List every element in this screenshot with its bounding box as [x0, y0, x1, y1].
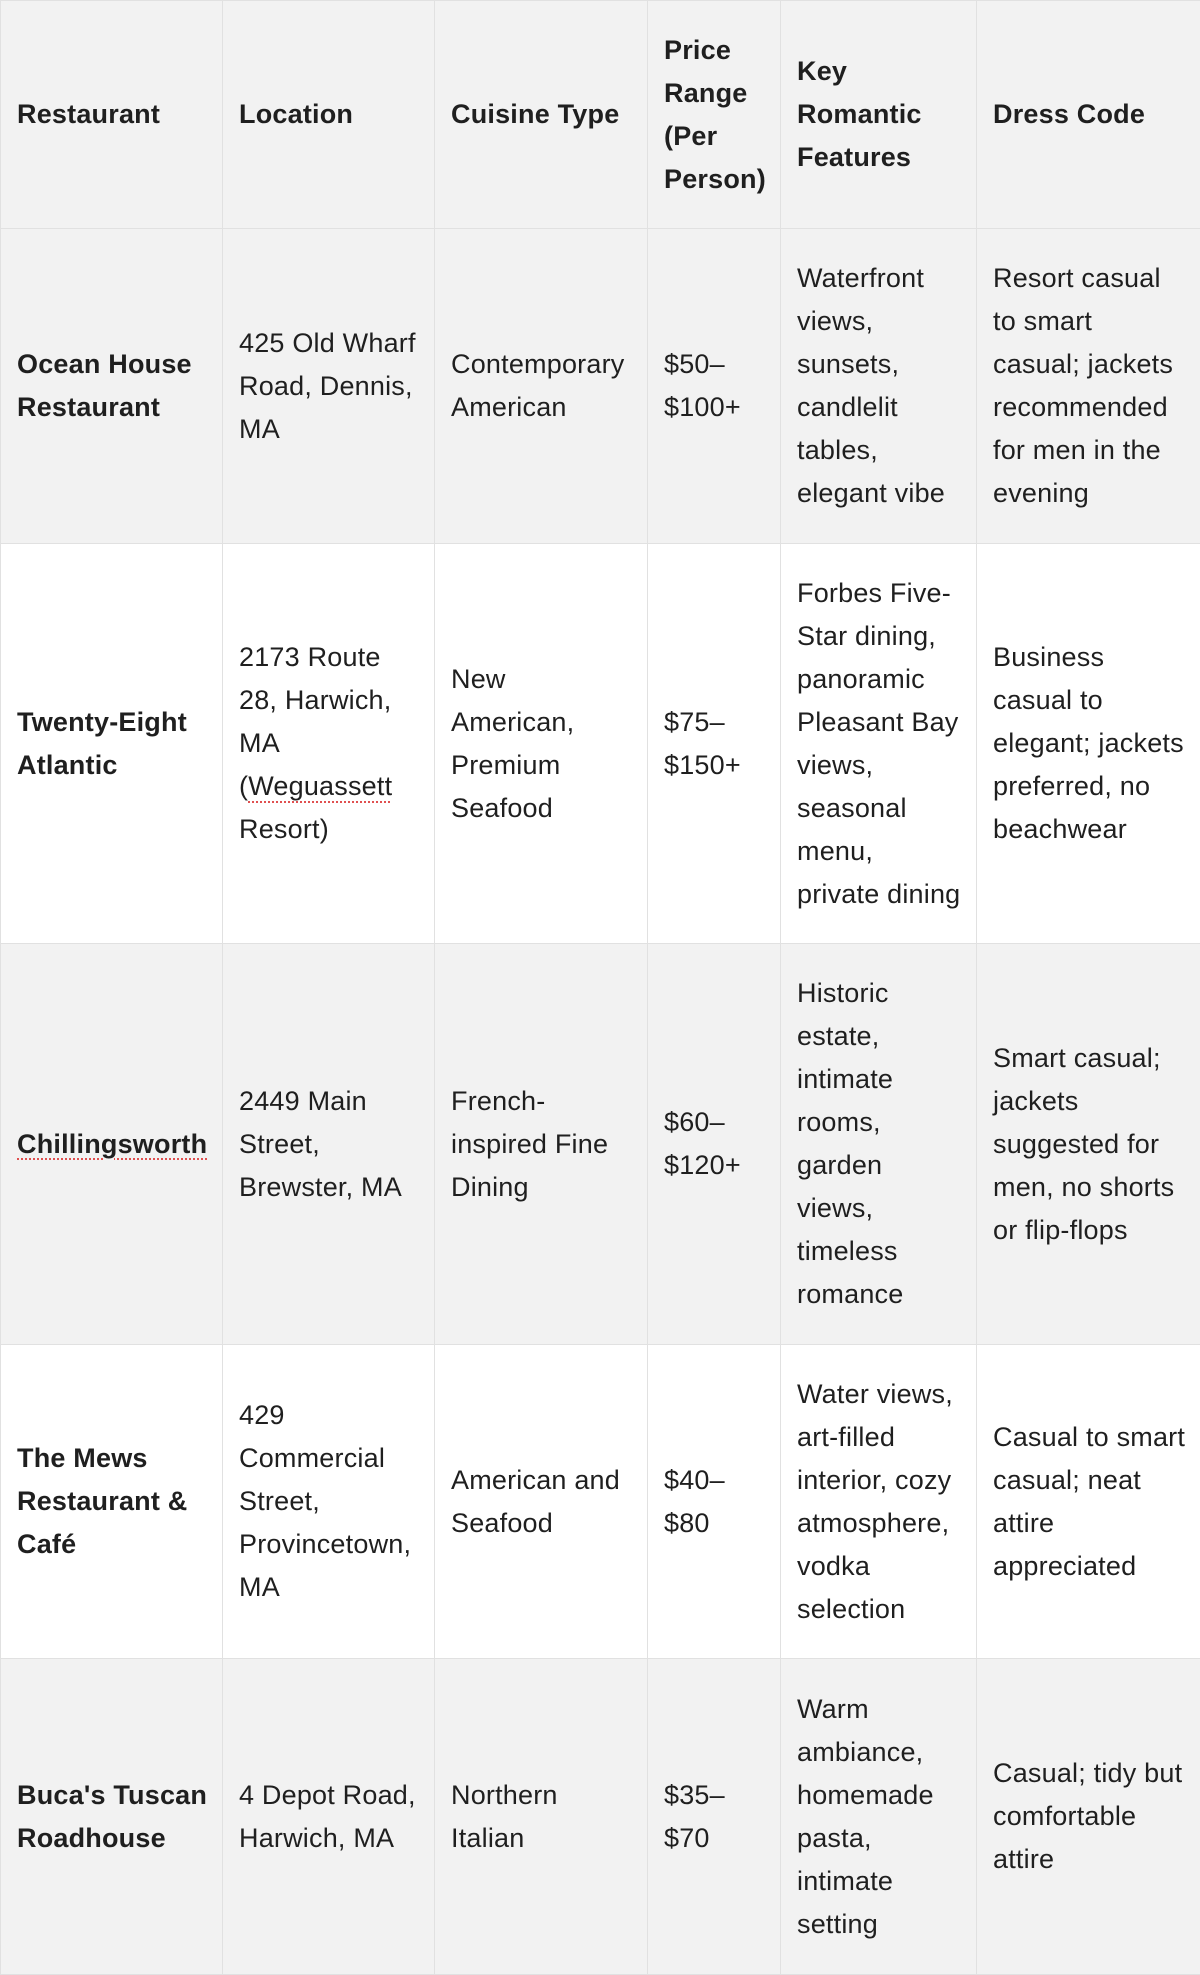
table-row	[1, 1659, 1200, 1975]
dress-code-cell: Smart casual; jackets suggested for men, no shorts or flip-flops	[977, 944, 1200, 1345]
price-cell: $60–$120+	[648, 944, 781, 1345]
location-cell: 425 Old Wharf Road, Dennis, MA	[223, 229, 435, 544]
dress-code-cell: Casual; tidy but comfortable attire	[977, 1659, 1200, 1975]
price-cell: $75–$150+	[648, 544, 781, 944]
features-cell: Warm ambiance, homemade pasta, intimate setting	[781, 1659, 977, 1975]
restaurant-name: Ocean House Restaurant	[1, 229, 223, 544]
header-restaurant: Restaurant	[1, 1, 223, 229]
dress-code-cell: Casual to smart casual; neat attire appreciated	[977, 1345, 1200, 1659]
location-cell: 4 Depot Road, Harwich, MA	[223, 1659, 435, 1975]
table-row	[1, 1345, 1200, 1659]
cuisine-cell: French-inspired Fine Dining	[435, 944, 648, 1345]
dress-code-cell: Resort casual to smart casual; jackets recommended for men in the evening	[977, 229, 1200, 544]
header-price-range: Price Range (Per Person)	[648, 1, 781, 229]
location-cell: 429 Commercial Street, Provincetown, MA	[223, 1345, 435, 1659]
header-romantic-features: Key Romantic Features	[781, 1, 977, 229]
header-cuisine-type: Cuisine Type	[435, 1, 648, 229]
restaurant-name: The Mews Restaurant & Café	[1, 1345, 223, 1659]
price-cell: $40–$80	[648, 1345, 781, 1659]
table-row	[1, 544, 1200, 944]
location-text-start: 2173 Route 28, Harwich, MA (	[239, 642, 391, 801]
header-dress-code: Dress Code	[977, 1, 1200, 229]
restaurant-name[interactable]: Chillingsworth	[17, 1129, 207, 1159]
cuisine-cell: New American, Premium Seafood	[435, 544, 648, 944]
header-row	[1, 1, 1200, 229]
table-row	[1, 944, 1200, 1345]
table-row	[1, 229, 1200, 544]
location-cell: 2449 Main Street, Brewster, MA	[223, 944, 435, 1345]
price-cell: $50–$100+	[648, 229, 781, 544]
restaurant-name-cell	[1, 944, 223, 1345]
location-cell	[223, 544, 435, 944]
dress-code-cell: Business casual to elegant; jackets preferred, no beachwear	[977, 544, 1200, 944]
cuisine-cell: Northern Italian	[435, 1659, 648, 1975]
restaurant-name: Twenty-Eight Atlantic	[1, 544, 223, 944]
location-text-end: Resort)	[239, 814, 329, 844]
cuisine-cell: American and Seafood	[435, 1345, 648, 1659]
spellcheck-flagged-word[interactable]: Weguassett	[248, 771, 392, 801]
features-cell: Waterfront views, sunsets, candlelit tables, elegant vibe	[781, 229, 977, 544]
features-cell: Water views, art-filled interior, cozy atmosphere, vodka selection	[781, 1345, 977, 1659]
features-cell: Historic estate, intimate rooms, garden views, timeless romance	[781, 944, 977, 1345]
cuisine-cell: Contemporary American	[435, 229, 648, 544]
header-location: Location	[223, 1, 435, 229]
restaurant-name: Buca's Tuscan Roadhouse	[1, 1659, 223, 1975]
price-cell: $35–$70	[648, 1659, 781, 1975]
features-cell: Forbes Five-Star dining, panoramic Pleasant Bay views, seasonal menu, private dining	[781, 544, 977, 944]
